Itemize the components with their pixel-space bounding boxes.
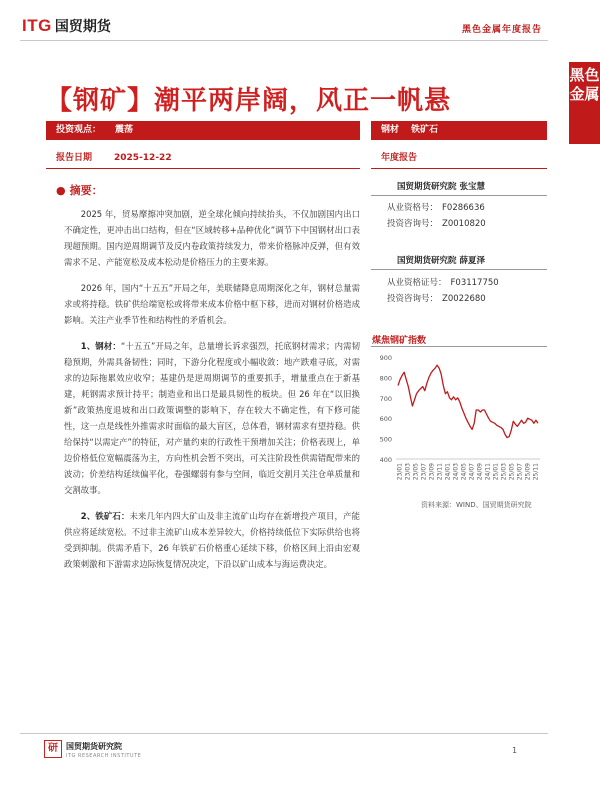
x-tick-label: 24/05 bbox=[460, 463, 468, 481]
x-tick-label: 24/09 bbox=[476, 463, 484, 481]
date-label: 报告日期 bbox=[56, 153, 93, 163]
logo-brand: ITG bbox=[22, 16, 52, 35]
analyst-license bbox=[387, 276, 499, 288]
y-tick-label: 700 bbox=[379, 394, 392, 403]
x-tick-label: 23/03 bbox=[404, 463, 412, 481]
divider bbox=[46, 168, 360, 169]
page-title: 【钢矿】潮平两岸阔，风正一帆悬 bbox=[46, 86, 452, 116]
analyst-license bbox=[387, 201, 485, 213]
divider bbox=[371, 195, 547, 196]
analyst-name: 国贸期货研究院 张宝慧 bbox=[397, 182, 485, 192]
y-tick-label: 600 bbox=[379, 415, 392, 424]
paragraph: 2025 年，贸易摩擦冲突加剧，逆全球化倾向持续抬头，不仅加剧国内出口不确定性，更冲击出口结构，但在“区域转移+品种优化”调节下中国钢材出口表现超预期。国内逆周期调节及反内卷政策持续发力，带来价格脉冲反弹，但有效需求不足、产能宽松及成本松动是价格压力的主要来源。 bbox=[64, 209, 360, 267]
y-tick-label: 500 bbox=[379, 435, 392, 444]
commodity-bar bbox=[371, 121, 547, 140]
analyst-advisor bbox=[387, 292, 486, 304]
x-tick-label: 25/05 bbox=[508, 463, 516, 481]
summary-heading-text: 摘要： bbox=[69, 184, 103, 197]
analyst-advisor bbox=[387, 217, 486, 229]
license-label: 从业资格证号： bbox=[387, 278, 447, 288]
report-series: 黑色金属年度报告 bbox=[461, 25, 542, 35]
advisor-label: 投资咨询号： bbox=[387, 294, 439, 304]
header-divider bbox=[20, 40, 548, 41]
license-label: 从业资格号： bbox=[387, 203, 439, 213]
chart-title: 煤焦钢矿指数 bbox=[372, 336, 427, 346]
summary-body bbox=[64, 206, 360, 582]
series-line bbox=[398, 365, 538, 437]
divider bbox=[371, 269, 547, 270]
x-tick-label: 25/11 bbox=[532, 463, 540, 481]
footer-org-en: ITG RESEARCH INSTITUTE bbox=[66, 753, 142, 759]
bullet-icon: ● bbox=[56, 184, 66, 197]
x-tick-label: 25/03 bbox=[500, 463, 508, 481]
paragraph bbox=[64, 508, 360, 572]
paragraph-text: “十五五”开局之年，总量增长诉求强烈，托底钢材需求；内需韧稳预期，外需具备韧性；同时，下游分化程度或小幅收敛：地产跌难寻底，对需求的边际拖累效应收窄；基建仍是逆周期调节的重要抓手，增量重点在于新基建，耗钢需求预计持平；制造业和出口是最具韧性的板块。但 26 年在“以旧换新”政策热度退坡和出口政策调整的影响下，存在较大不确定性，有下修可能性，这一点是线性外推需求时面临的最大盲区，总体看，钢材需求有望持稳。供给保持“以需定产”的特征，对产量约束的行政性干预增加关注；价格表现上，单边价格低位宽幅震荡为主，方向性机会暂不突出，可关注阶段性供需错配带来的波动；价差结构延续偏平化，卷强螺弱有参与空间，临近交割月关注仓单质量和交割故事。 bbox=[64, 341, 361, 495]
paragraph-lead: 2、铁矿石： bbox=[80, 511, 130, 521]
license-value: F03117750 bbox=[450, 278, 499, 288]
view-bar bbox=[46, 121, 360, 140]
y-tick-label: 800 bbox=[379, 374, 392, 383]
x-tick-label: 24/11 bbox=[484, 463, 492, 481]
commodity-steel: 钢材 bbox=[381, 125, 400, 135]
commodity-ore: 铁矿石 bbox=[411, 125, 439, 135]
x-tick-label: 25/09 bbox=[524, 463, 532, 481]
paragraph: 2026 年，国内“十五五”开局之年，美联储降息周期深化之年，钢材总量需求或将持稳。铁矿供给端宽松或将带来成本价格中枢下移，进而对钢材价格造成影响。关注产业季节性和结构性的矛盾机会。 bbox=[64, 283, 360, 325]
x-tick-label: 24/03 bbox=[452, 463, 460, 481]
advisor-value: Z0022680 bbox=[442, 294, 486, 304]
paragraph-text: 未来几年内四大矿山及非主流矿山均存在新增投产项目，产能供应将延续宽松。不过非主流矿山成本差异较大，价格持续低位下实际供给也将受到抑制。供需矛盾下，26 年铁矿石价格重心延续下移，价格区间上沿由宏观政策刺激和下游需求边际恢复情况决定，下沿以矿山成本与海运费决定。 bbox=[64, 511, 361, 569]
paragraph bbox=[64, 338, 360, 498]
side-tab-text: 金属 bbox=[569, 85, 600, 103]
x-tick-label: 23/07 bbox=[420, 463, 428, 481]
advisor-label: 投资咨询号： bbox=[387, 219, 439, 229]
x-tick-label: 24/07 bbox=[468, 463, 476, 481]
date-value: 2025-12-22 bbox=[114, 153, 172, 163]
side-tab-text: 黑色 bbox=[569, 66, 600, 84]
divider bbox=[371, 168, 547, 169]
footer-org: 国贸期货研究院 bbox=[66, 742, 122, 751]
company-logo bbox=[22, 16, 111, 36]
index-line-chart bbox=[370, 349, 548, 499]
x-tick-label: 23/01 bbox=[396, 463, 404, 481]
x-tick-label: 23/11 bbox=[436, 463, 444, 481]
x-tick-label: 23/09 bbox=[428, 463, 436, 481]
report-date bbox=[56, 150, 172, 163]
view-value: 震荡 bbox=[115, 125, 134, 135]
logo-name: 国贸期货 bbox=[54, 18, 111, 34]
report-type: 年度报告 bbox=[381, 153, 418, 163]
x-tick-label: 25/07 bbox=[516, 463, 524, 481]
license-value: F0286636 bbox=[442, 203, 485, 213]
summary-heading bbox=[56, 182, 103, 198]
analyst-name: 国贸期货研究院 薛夏泽 bbox=[397, 256, 485, 266]
footer-divider bbox=[20, 733, 548, 734]
y-tick-label: 900 bbox=[379, 354, 392, 362]
page-number: 1 bbox=[512, 746, 518, 755]
x-tick-label: 25/01 bbox=[492, 463, 500, 481]
y-tick-label: 400 bbox=[379, 456, 392, 464]
advisor-value: Z0010820 bbox=[442, 219, 486, 229]
x-tick-label: 23/05 bbox=[412, 463, 420, 481]
paragraph-lead: 1、钢材： bbox=[80, 341, 121, 351]
x-tick-label: 24/01 bbox=[444, 463, 452, 481]
side-category-tab bbox=[569, 62, 600, 144]
divider bbox=[371, 346, 547, 347]
view-label: 投资观点： bbox=[56, 125, 102, 135]
chart-source: 资料来源：WIND、国贸期货研究院 bbox=[421, 501, 532, 509]
side-tab-label bbox=[569, 66, 600, 104]
research-logo-icon: 研 bbox=[44, 740, 62, 758]
